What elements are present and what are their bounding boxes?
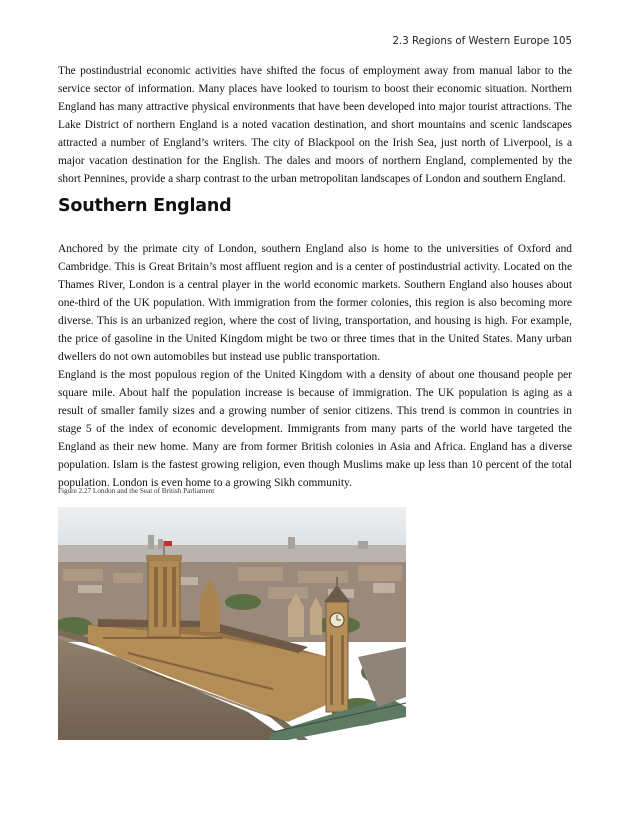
paragraph-population: England is the most populous region of the United Kingdom with a density of about one thousand people per square mile. About half the population increase is because of immigration. The UK population is aging as a result of smaller family sizes and a growing number of senior citizens. This trend is common in countries in stage 5 of the index of economic development. Immigrants from many parts of the world have targeted the England as their new home. Many are from former British colonies in Asia and Africa. England has a diverse population. Islam is the fastest growing religion, even though Muslims make up less than 10 percent of the total population. London is even home to a growing Sikh community.	[58, 369, 572, 489]
figure-caption: Figure 2.27 London and the Seat of British Parliament	[58, 487, 215, 495]
paragraph-northern-england: The postindustrial economic activities have shifted the focus of employment away from manual labor to the service sector of information. Many places have looked to tourism to boost their economic situation. Northern England has many attractive physical environments that have been developed into major tourist attractions. The Lake District of northern England is a noted vacation destination, and short mountains and scenic landscapes attracted a number of England’s writers. The city of Blackpool on the Irish Sea, just north of Liverpool, is a major vacation destination for the English. The dales and moors of northern England, complemented by the short Pennines, provide a sharp contrast to the urban metropolitan landscapes of London and southern England.	[58, 65, 572, 185]
paragraph-southern-england: Anchored by the primate city of London, southern England also is home to the universities of Oxford and Cambridge. This is Great Britain’s most affluent region and is a center of postindustrial activity. Located on the Thames River, London is a central player in the world economic markets. Southern England also houses about one-third of the UK population. With immigration from the former colonies, this region is also becoming more diverse. This is an urbanized region, where the cost of living, transportation, and housing is high. For example, the price of gasoline in the United Kingdom might be two or three times that in the United States. Many urban dwellers do not own automobiles but instead use public transportation.	[58, 243, 572, 363]
parliament-photo-illustration	[58, 507, 406, 740]
running-head: 2.3 Regions of Western Europe 105	[392, 36, 572, 47]
parliament-photo	[58, 507, 406, 740]
section-heading: Southern England	[58, 196, 232, 216]
